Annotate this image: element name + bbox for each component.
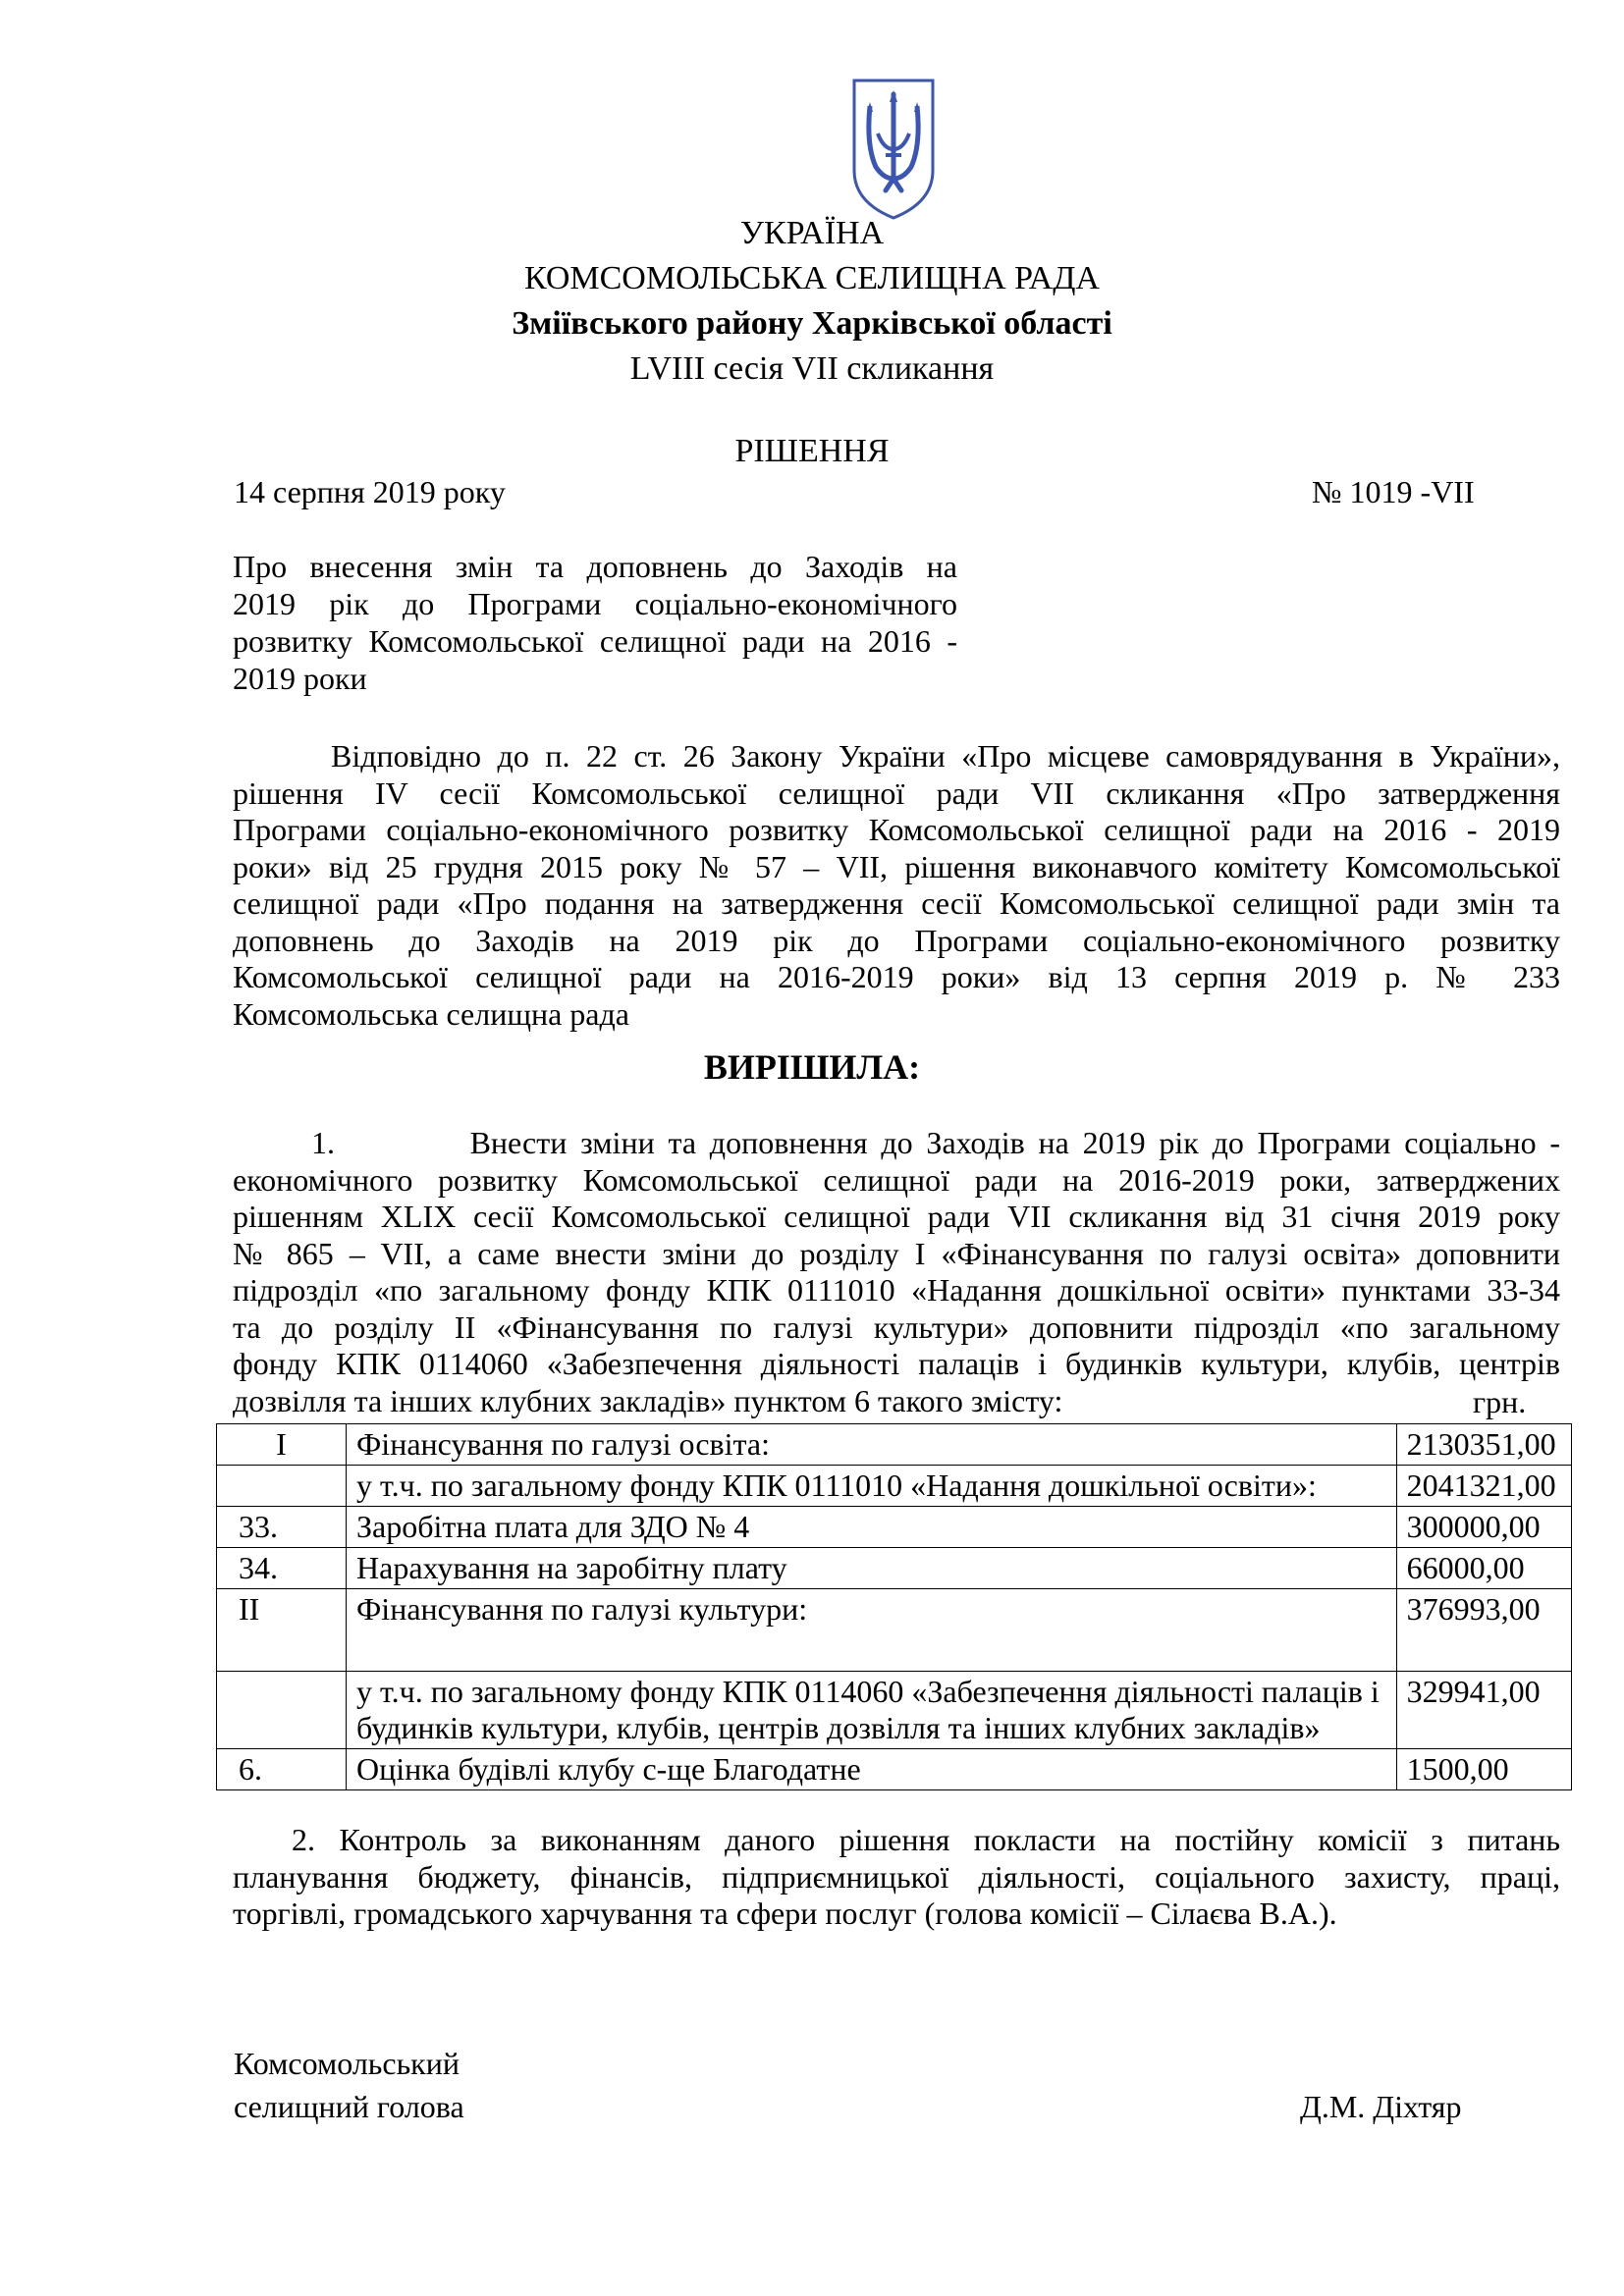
item1-line: економічного розвитку Комсомольської селищної ради на 2016-2019 роки, затверджених [233,1161,1560,1198]
item1-line: підрозділ «по загальному фонду КПК 0111010 «Надання дошкільної освіти» пунктами 33-34 [233,1272,1560,1308]
title-line: розвитку Комсомольської селищної ради на 2016 - [233,623,957,659]
row-text: Фінансування по галузі освіта: [347,1424,1397,1466]
row-number: 33. [217,1507,347,1548]
title-line: 2019 роки [233,661,367,696]
row-number: I [217,1424,347,1466]
currency-label: грн. [1473,1384,1527,1419]
row-text: Заробітна плата для ЗДО № 4 [347,1507,1397,1548]
row-text: у т.ч. по загальному фонду КПК 0114060 «Забезпечення діяльності палаців і будинків культури, клубів, центрів дозвілля та інших клубних закладів» [347,1672,1397,1749]
item1-line: рішенням XLIX сесії Комсомольської селищної ради VII скликання від 31 січня 2019 року [233,1199,1560,1234]
row-number [217,1466,347,1507]
row-amount: 66000,00 [1396,1548,1571,1589]
title-line: 2019 рік до Програми соціально-економічного [233,586,957,621]
row-amount: 376993,00 [1396,1589,1571,1672]
item1-line: та до розділу II «Фінансування по галузі культури» доповнити підрозділ «по загальному [233,1308,1560,1345]
item1-line: 1. Внести зміни та доповнення до Заходів на 2019 рік до Програми соціально - [311,1125,1560,1160]
title-line: Про внесення змін та доповнень до Заходів на [233,549,957,584]
row-text: Оцінка будівлі клубу с-ще Благодатне [347,1749,1397,1790]
item2-line: торгівлі, громадського харчування та сфери послуг (голова комісії – Сілаєва В.А.). [233,1896,1337,1931]
country-name: УКРАЇНА [739,215,885,251]
item1-line: фонду КПК 0114060 «Забезпечення діяльності палаців і будинків культури, клубів, центрів [233,1346,1560,1381]
signatory-name: Д.М. Діхтяр [1300,2089,1462,2124]
resolved-heading: ВИРІШИЛА: [703,1047,921,1087]
row-number: II [217,1589,347,1672]
document-type: РІШЕННЯ [734,433,890,469]
row-number [217,1672,347,1749]
preamble-line: Програми соціально-економічного розвитку Комсомольської селищної ради на 2016 - 2019 [233,812,1560,847]
row-amount: 2041321,00 [1396,1466,1571,1507]
table-row [217,1589,1572,1672]
financing-table [216,1423,1572,1790]
preamble-line: роки» від 25 грудня 2015 року № 57 – VII, рішення виконавчого комітету Комсомольської [233,848,1560,884]
table-row [217,1424,1572,1466]
decision-date: 14 серпня 2019 року [234,474,506,509]
signatory-position: селищний голова [234,2089,464,2124]
row-number: 6. [217,1749,347,1790]
preamble-line: селищної ради «Про подання на затвердження сесії Комсомольської селищної ради змін та [233,885,1560,921]
item-2 [233,1822,1560,1933]
preamble [233,738,1560,1033]
row-amount: 2130351,00 [1396,1424,1571,1466]
preamble-line: доповнень до Заходів на 2019 рік до Програми соціально-економічного розвитку [233,922,1560,958]
decision-number: № 1019 -VII [1312,474,1475,509]
council-name: КОМСОМОЛЬСЬКА СЕЛИЩНА РАДА [524,260,1100,296]
row-amount: 329941,00 [1396,1672,1571,1749]
table-row [217,1672,1572,1749]
session-line: LVIII сесія VII скликання [629,350,995,387]
row-text: у т.ч. по загальному фонду КПК 0111010 «Надання дошкільної освіти»: [347,1466,1397,1507]
item2-line: планування бюджету, фінансів, підприємницької діяльності, соціального захисту, праці, [233,1858,1560,1895]
table-row [217,1507,1572,1548]
item2-line: 2. Контроль за виконанням даного рішення покласти на постійну комісії з питань [292,1822,1560,1857]
table-row [217,1548,1572,1589]
item-1 [233,1125,1560,1419]
row-amount: 300000,00 [1396,1507,1571,1548]
preamble-line: Відповідно до п. 22 ст. 26 Закону України «Про місцеве самоврядування в України», [331,738,1560,774]
item1-line: № 865 – VII, а саме внести зміни до розділу I «Фінансування по галузі освіта» доповнити [233,1235,1560,1271]
preamble-line: рішення IV сесії Комсомольської селищної ради VII скликання «Про затвердження [233,774,1560,811]
decision-title [233,548,957,697]
district-name: Зміївського району Харківської області [512,305,1112,342]
table-row [217,1466,1572,1507]
preamble-line: Комсомольська селищна рада [233,995,629,1032]
signatory-position: Комсомольський [234,2046,460,2081]
trident-coat-of-arms-icon [850,77,937,222]
row-text: Фінансування по галузі культури: [347,1589,1397,1672]
item1-line: дозвілля та інших клубних закладів» пунктом 6 такого змісту: [233,1382,1063,1418]
row-amount: 1500,00 [1396,1749,1571,1790]
preamble-line: Комсомольської селищної ради на 2016-2019 роки» від 13 серпня 2019 р. № 233 [233,959,1560,994]
table-row [217,1749,1572,1790]
row-number: 34. [217,1548,347,1589]
row-text: Нарахування на заробітну плату [347,1548,1397,1589]
